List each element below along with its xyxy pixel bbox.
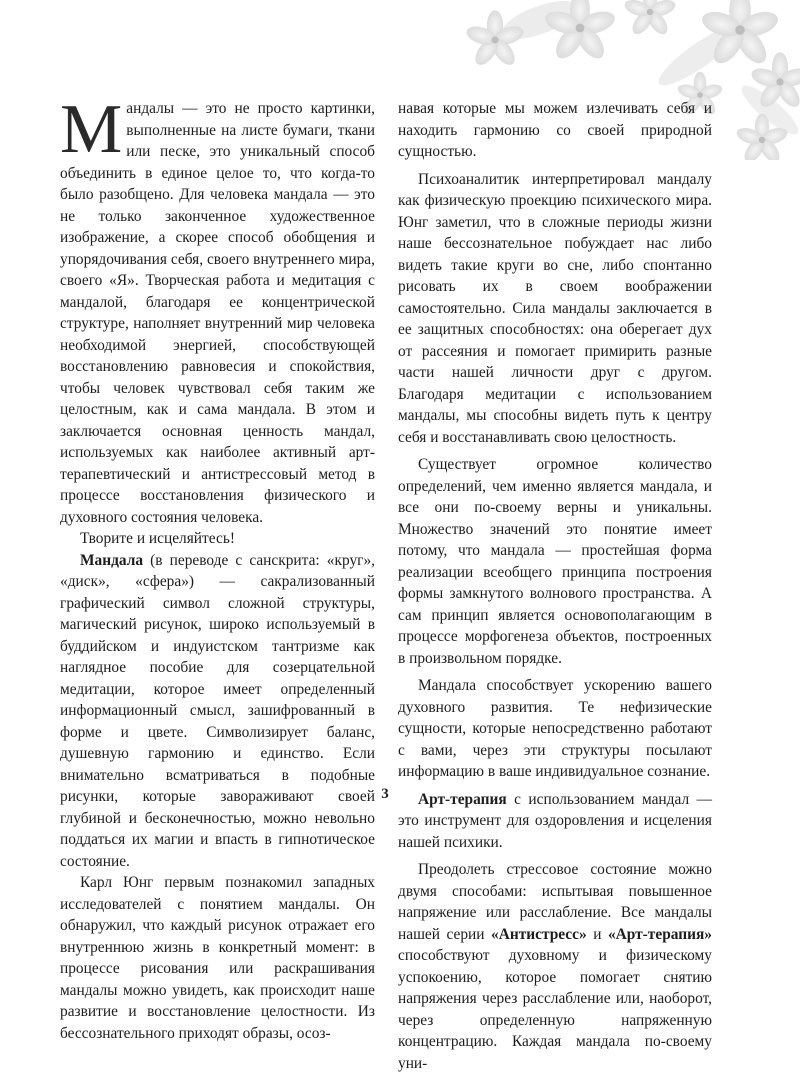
page-number: 3 <box>381 786 389 802</box>
intro-text: андалы — это не просто картинки, выполненные на листе бумаги, ткани или песке, это уникальный способ объединить в единое целое то, что когда-то было разобщено. Для человека мандала — это не только законченное художественное изображение, а скорее способ обобщения и упорядочивания себя, своего внутреннего мира, своего «Я». Творческая работа и медитация с мандалой, благодаря ее концентрической структуре, наполняет внутренний мир человека необходимой энергией, способствующей восстановлению равновесия и спокойствия, чтобы человек чувствовал себя таким же целостным, как и сама мандала. В этом и заключается основная ценность мандал, используемых как наиболее активный арт-терапевтический и антистрессовый метод в процессе восстановления физического и духовного состояния человека. <box>60 100 375 526</box>
mandala-term: Мандала <box>80 551 144 569</box>
art-therapy-paragraph: Арт-терапия с использованием мандал — это инструмент для оздоровления и исцеления нашей психики. <box>398 790 712 851</box>
spiritual-paragraph: Мандала способствует ускорению вашего духовного развития. Те нефизические сущности, которые непосредственно работают с вами, через эти структуры посылают информацию в ваше индивидуальное сознание. <box>398 677 712 780</box>
definitions-paragraph: Существует огромное количество определений, чем именно является мандала, и все они по-своему верны и уникальны. Множество значений это понятие имеет потому, что мандала — простейшая форма реализации всеобщего принципа построения формы замкнутого волнового пространства. А сам принцип является основополагающим в процессе морфогенеза объектов, построенных в произвольном порядке. <box>398 456 712 667</box>
slogan: Творите и исцеляйтесь! <box>80 530 235 547</box>
series-antistress: «Антистресс» <box>491 925 587 943</box>
art-therapy-term: Арт-терапия <box>418 790 507 808</box>
mandala-definition: Мандала (в переводе с санскрита: «круг», «диск», «сфера») — сакрализованный графический символ сложной структуры, магический рисунок, широко используемый в буддийском и индуистском тантризме как наглядное пособие для созерцательной медитации, которое имеет определенный информационный смысл, зашифрованный в форме и цвете. Символизирует баланс, душевную гармонию и единство. Если внимательно всматриваться в подобные рисунки, которые завораживают своей глубиной и бесконечностью, можно невольно поддаться их магии и впасть в гипнотическое состояние. <box>60 551 375 870</box>
psychoanalyst-paragraph: Психоаналитик интерпретировал мандалу как физическую проекцию психического мира. Юнг заметил, что в сложные периоды жизни наше бессознательное побуждает нас либо видеть такие круги во сне, либо спонтанно рисовать их в своем воображении самостоятельно. Сила мандалы заключается в ее защитных способностях: она оберегает дух от рассеяния и помогает примирить разные части нашей личности друг с другом. Благодаря медитации с использованием мандалы, мы способны видеть путь к центру себя и восстанавливать свою целостность. <box>398 170 712 446</box>
drop-cap-letter: М <box>60 91 123 168</box>
jung-paragraph: Карл Юнг первым познакомил западных исследователей с понятием мандалы. Он обнаружил, что каждый рисунок отражает его внутреннюю жизнь в конкретный момент: в процессе рисования или раскрашивания мандалы можно увидеть, как происходит наше развитие и восстановление целостности. Из бессознательного приходят образы, осоз- <box>60 874 375 1042</box>
continuation-paragraph: навая которые мы можем излечивать себя и находить гармонию со своей природной сущностью. <box>398 100 712 160</box>
right-column <box>398 98 712 1074</box>
stress-paragraph: Преодолеть стрессовое состояние можно двумя способами: испытывая повышенное напряжение или расслабление. Все мандалы нашей серии «Антистресс» и «Арт-терапия» способствуют духовному и физическому успокоению, которое помогает снятию напряжения через расслабление или, наоборот, через определенную напряженную концентрацию. Каждая мандала по-своему уни- <box>398 861 713 1072</box>
left-column <box>60 91 375 1044</box>
series-art-therapy: «Арт-терапия» <box>607 925 713 943</box>
intro-paragraph <box>60 91 375 528</box>
